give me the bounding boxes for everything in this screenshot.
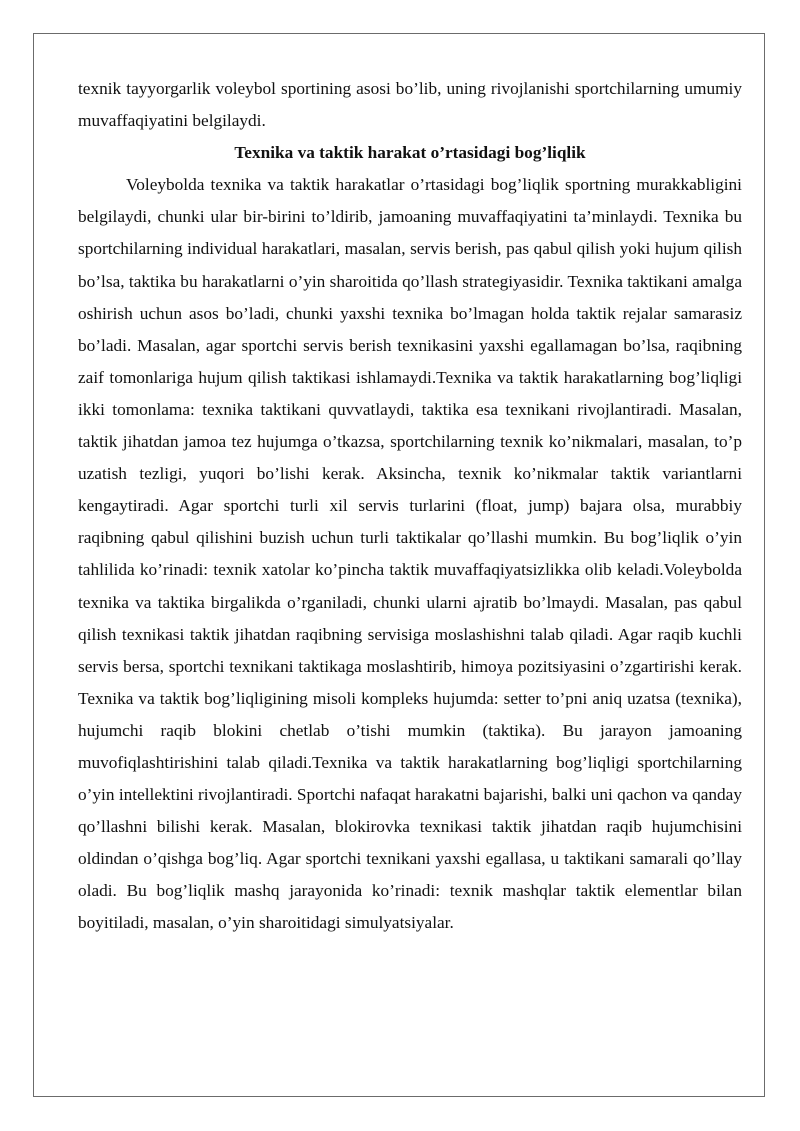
intro-paragraph: texnik tayyorgarlik voleybol sportining asosi bo’lib, uning rivojlanishi sportchilarning umumiy muvaffaqiyatini belgilaydi.	[78, 79, 742, 131]
section-heading: Texnika va taktik harakat o’rtasidagi bog’liqlik	[234, 143, 586, 163]
body-paragraph: Voleybolda texnika va taktik harakatlar o’rtasidagi bog’liqlik sportning murakkabligini belgilaydi, chunki ular bir-birini to’ldirib, jamoaning muvaffaqiyatini ta’minlaydi. Texnika bu sportchilarning individual harakatlari, masalan, servis berish, pas qabul qilish yoki hujum qilish bo’lsa, taktika bu harakatlarni o’yin sharoitida qo’llash strategiyasidir. Texnika taktikani amalga oshirish uchun asos bo’ladi, chunki yaxshi texnika bo’lmagan holda taktik rejalar samarasiz bo’ladi. Masalan, agar sportchi servis berish texnikasini yaxshi egallamagan bo’lsa, raqibning zaif tomonlariga hujum qilish taktikasi ishlamaydi.Texnika va taktik harakatlarning bog’liqligi ikki tomonlama: texnika taktikani quvvatlaydi, taktika esa texnikani rivojlantiradi. Masalan, taktik jihatdan jamoa tez hujumga o’tkazsa, sportchilarning texnik ko’nikmalari, masalan, to’p uzatish tezligi, yuqori bo’lishi kerak. Aksincha, texnik ko’nikmalar taktik variantlarni kengaytiradi. Agar sportchi turli xil servis turlarini (float, jump) bajara olsa, murabbiy raqibning qabul qilishini buzish uchun turli taktikalar qo’llashi mumkin. Bu bog’liqlik o’yin tahlilida ko’rinadi: texnik xatolar ko’pincha taktik muvaffaqiyatsizlikka olib keladi.Voleybolda texnika va taktika birgalikda o’rganiladi, chunki ularni ajratib bo’lmaydi. Masalan, pas qabul qilish texnikasi taktik jihatdan raqibning servisiga moslashishni talab qiladi. Agar raqib kuchli servis bersa, sportchi texnikani taktikaga moslashtirib, himoya pozitsiyasini o’zgartirishi kerak. Texnika va taktik bog’liqligining misoli kompleks hujumda: setter to’pni aniq uzatsa (texnika), hujumchi raqib blokini chetlab o’tishi mumkin (taktika). Bu jarayon jamoaning muvofiqlashtirishini talab qiladi.Texnika va taktik harakatlarning bog’liqligi sportchilarning o’yin intellektini rivojlantiradi. Sportchi nafaqat harakatni bajarishi, balki uni qachon va qanday qo’llashni bilishi kerak. Masalan, blokirovka texnikasi taktik jihatdan raqib hujumchisini oldindan o’qishga bog’liq. Agar sportchi texnikani yaxshi egallasa, u taktikani samarali qo’llay oladi. Bu bog’liqlik mashq jarayonida ko’rinadi: texnik mashqlar taktik elementlar bilan boyitiladi, masalan, o’yin sharoitidagi simulyatsiyalar.	[78, 175, 742, 933]
document-body	[78, 73, 742, 940]
